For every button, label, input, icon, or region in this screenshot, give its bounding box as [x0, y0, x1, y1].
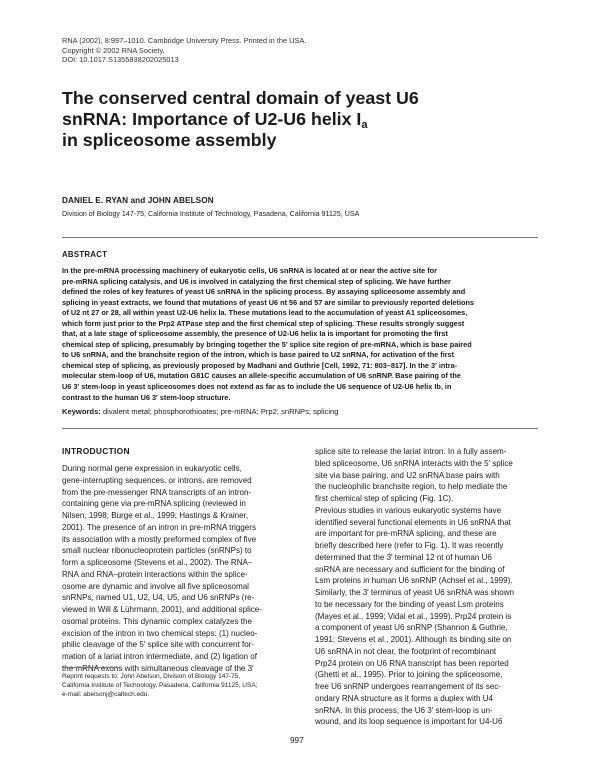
- abstract-line: that, at a late stage of spliceosome assembly, the presence of U2-U6 helix Ia is important for promoting the first: [62, 329, 448, 339]
- article-title: [62, 88, 482, 151]
- abstract-line: pre-mRNA splicing catalysis, and U6 is involved in catalyzing the first chemical step of splicing. We have further: [62, 276, 451, 286]
- copyright-line: Copyright © 2002 RNA Society.: [62, 45, 165, 55]
- text-line: excision of the intron in two chemical steps: (1) nucleo-: [62, 628, 258, 638]
- text-line: snRNPs, named U1, U2, U4, U5, and U6 snRNPs (re-: [62, 593, 255, 603]
- page-number: 997: [290, 736, 304, 745]
- text-line: wound, and its loop sequence is important for U4-U6: [315, 717, 503, 727]
- text-line: 2001). The presence of an intron in pre-mRNA triggers: [62, 522, 256, 532]
- text-line: Nilsen, 1998; Burge et al., 1999; Hastings & Krainer,: [62, 511, 249, 520]
- title-line-1: The conserved central domain of yeast U6: [62, 88, 419, 108]
- text-line: RNA and RNA–protein interactions within the splice-: [62, 569, 248, 579]
- text-line: identified several functional elements in U6 snRNA that: [315, 517, 511, 527]
- text-line: from the pre-messenger RNA transcripts of an intron-: [62, 487, 252, 497]
- text-line: (Mayes et al., 1999; Vidal et al., 1999). Prp24 protein is: [315, 611, 512, 621]
- title-line-2: [62, 109, 482, 130]
- divider-top: [62, 237, 538, 238]
- introduction-left-column: [62, 463, 298, 675]
- abstract-line: splicing in yeast extracts, we found that mutations of yeast U6 nt 56 and 57 are similar to previously reported deletions: [62, 297, 474, 307]
- abstract-heading: ABSTRACT: [62, 250, 108, 259]
- text-line: the mRNA exons with simultaneous cleavage of the 3′: [62, 663, 254, 673]
- text-line: mation of a lariat intron intermediate, and (2) ligation of: [62, 652, 258, 661]
- text-line: osome are dynamic and involve all five spliceosomal: [62, 581, 249, 591]
- abstract-line: molecular stem-loop of U6, mutation G81C causes an allele-specific accumulation of U6 snRNP. Base pairing of the: [62, 371, 461, 381]
- keywords: [62, 407, 338, 416]
- doi-line: DOI: 10.1017.S1355838202025013: [62, 55, 179, 64]
- introduction-heading: INTRODUCTION: [62, 446, 130, 456]
- title-line-2-text: snRNA: Importance of U2-U6 helix I: [62, 109, 362, 129]
- text-line: first chemical step of splicing (Fig. 1C).: [315, 494, 454, 503]
- abstract-line: chemical step of splicing, as previously proposed by Madhani and Guthrie [Cell, 1992, 71: 803–817]. In the 3′ intra-: [62, 360, 458, 370]
- text-line: Lsm proteins in human U6 snRNP (Achsel et al., 1999).: [315, 576, 513, 586]
- text-line: philic cleavage of the 5′ splice site with concurrent for-: [62, 640, 255, 650]
- abstract-line: chemical step of splicing, presumably by bringing together the 5′ splice site region of pre-mRNA, which is base paired: [62, 339, 472, 349]
- footnote-rule: [62, 667, 120, 668]
- text-line: (Ghetti et al., 1995). Prior to joining the spliceosome,: [315, 670, 503, 680]
- keywords-label: Keywords:: [62, 407, 101, 416]
- text-line: containing gene via pre-mRNA splicing (reviewed in: [62, 499, 246, 509]
- authors: DANIEL E. RYAN and JOHN ABELSON: [62, 196, 214, 205]
- abstract-line: of U2 nt 27 or 28, all within yeast U2-U6 helix Ia. These mutations lead to the accumulation of yeast A1 spliceosomes,: [62, 308, 468, 318]
- abstract-line: which form just prior to the Prp2 ATPase step and the first chemical step of splicing. These results strongly suggest: [62, 318, 465, 328]
- text-line: to be necessary for the binding of yeast Lsm proteins: [315, 599, 504, 609]
- text-line: are important for pre-mRNA splicing, and these are: [315, 529, 497, 539]
- text-line: a component of yeast U6 snRNP (Shannon & Guthrie,: [315, 623, 508, 633]
- abstract-line: contrast to the human U6 3′ stem-loop structure.: [62, 392, 231, 402]
- text-line: viewed in Will & Lührmann, 2001), and additional splice-: [62, 605, 262, 614]
- footnote-line-3: e-mail: abelsonj@caltech.edu.: [62, 691, 150, 698]
- text-line: form a spliceosome (Stevens et al., 2002). The RNA–: [62, 558, 253, 567]
- text-line: Similarly, the 3′ terminus of yeast U6 snRNA was shown: [315, 588, 515, 597]
- text-line: Prp24 protein on U6 RNA transcript has been reported: [315, 658, 509, 668]
- abstract-line: In the pre-mRNA processing machinery of eukaryotic cells, U6 snRNA is located at or near the active site for: [62, 266, 437, 275]
- text-line: free U6 snRNP undergoes rearrangement of its sec-: [315, 682, 501, 691]
- keywords-text: divalent metal; phosphorothioates; pre-mRNA; Prp2; snRNPs; splicing: [102, 407, 339, 416]
- text-line: bled spliceosome, U6 snRNA interacts with the 5′ splice: [315, 458, 513, 468]
- text-line: gene-interrupting sequences, or introns, are removed: [62, 475, 252, 485]
- text-line: small nuclear ribonucleoprotein particles (snRNPs) to: [62, 546, 252, 556]
- text-line: site via base pairing, and U2 snRNA base pairs with: [315, 470, 500, 480]
- text-line: Previous studies in various eukaryotic systems have: [315, 505, 502, 515]
- introduction-right-column: [315, 446, 541, 728]
- footnote: [62, 672, 257, 699]
- affiliation: Division of Biology 147-75, California Institute of Technology, Pasadena, California 91125, USA: [62, 210, 360, 218]
- text-line: 1991; Stevens et al., 2001). Although its binding site on: [315, 635, 512, 644]
- abstract-line: to U6 snRNA, and the branchsite region of the intron, which is base paired to U2 snRNA, for activation of the first: [62, 350, 455, 360]
- abstract-line: defined the roles of key features of yeast U6 snRNA in the splicing process. By assaying spliceosome assembly and: [62, 287, 466, 297]
- divider-middle: [62, 428, 538, 429]
- text-line: osomal proteins. This dynamic complex catalyzes the: [62, 616, 252, 626]
- abstract-line: U6 3′ stem-loop in yeast spliceosomes does not extend as far as to include the U6 sequence of U2-U6 helix Ib, in: [62, 382, 452, 392]
- text-line: its association with a mostly preformed complex of five: [62, 534, 257, 544]
- text-line: determined that the 3′ terminal 12 nt of human U6: [315, 552, 492, 562]
- text-line: snRNA. In this process, the U6 3′ stem-loop is un-: [315, 705, 493, 715]
- text-line: briefly described here (refer to Fig. 1). It was recently: [315, 541, 504, 550]
- footnote-line-1: Reprint requests to: John Abelson, Division of Biology 147-75,: [62, 673, 241, 680]
- journal-citation: [62, 36, 382, 65]
- title-subscript: a: [361, 119, 368, 131]
- text-line: the nucleophilic branchsite region, to help mediate the: [315, 482, 508, 492]
- text-line: snRNA are necessary and sufficient for the binding of: [315, 564, 505, 574]
- text-line: U6 snRNA in not clear, the footprint of recombinant: [315, 646, 497, 656]
- footnote-line-2: California Institute of Technology, Pasadena, California 91125, USA;: [62, 682, 258, 689]
- text-line: During normal gene expression in eukaryotic cells,: [62, 464, 242, 473]
- title-line-3: in spliceosome assembly: [62, 130, 277, 150]
- text-line: ondary RNA structure as it forms a duplex with U4: [315, 693, 493, 703]
- citation-line: RNA (2002), 8:997–1010. Cambridge University Press. Printed in the USA.: [62, 36, 307, 45]
- abstract-body: [62, 266, 538, 403]
- text-line: splice site to release the lariat intron. In a fully assem-: [315, 447, 507, 456]
